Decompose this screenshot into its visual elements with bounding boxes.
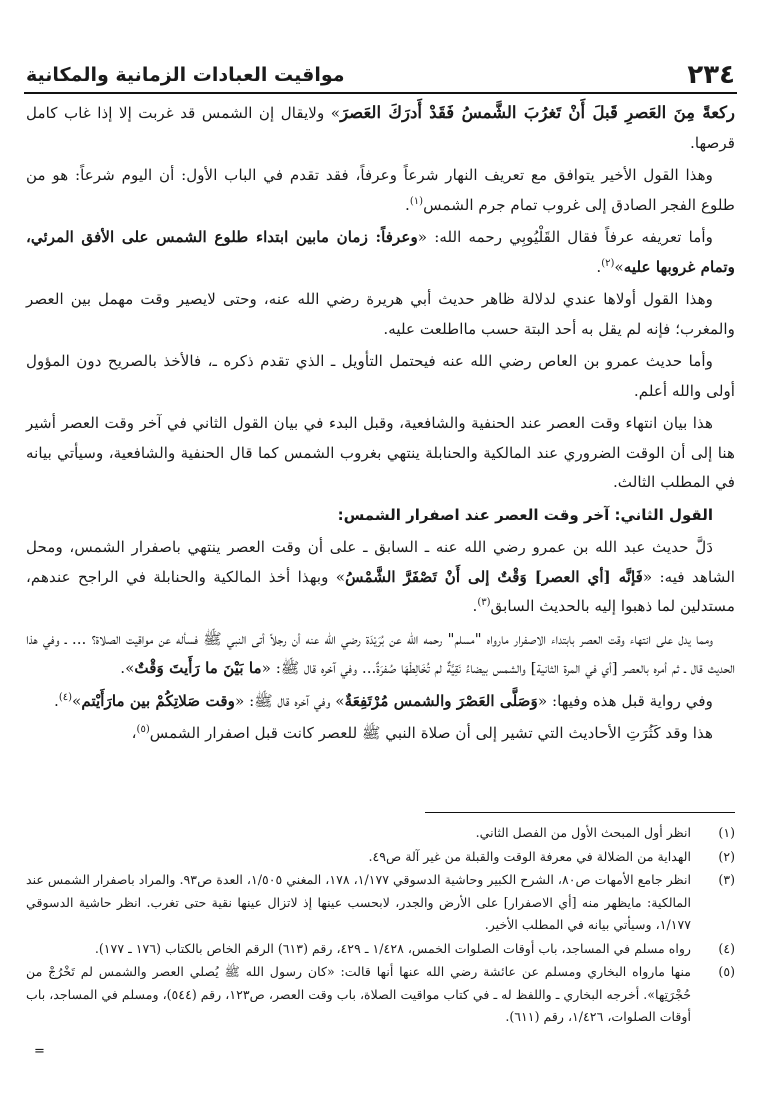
page-number: ٢٣٤ — [687, 60, 735, 90]
footnote-number: (١) — [718, 825, 735, 840]
paragraph-text: » وفي آخره قال ﷺ: « — [235, 691, 345, 710]
quote-close: ». — [120, 659, 135, 677]
paragraph-7: دَلَّ حديث عبد الله بن عمرو رضي الله عنه ـ السابق ـ على أن وقت العصر ينتهي باصفرار الشمس، ومحل الشاهد فيه: «فَإنَّه [أي العصر] وَقْتٌ إلى أَنْ تَصْفَرَّ الشَّمْسُ» وبهذا أخذ المالكية والحنابلة في الراجح عندهم، مستدلين لما ذهبوا إليه بالحديث السابق$^{(٣)}$. — [26, 538, 736, 615]
footnote-text: انظر أول المبحث الأول من الفصل الثاني. — [475, 825, 691, 840]
paragraph-3: وأما تعريفه عرفاً فقال القَلْيُوبِي رحمه الله: «وعرفاً: زمان مابين ابتداء طلوع الشمس على الأفق المرئي، وتمام غروبها عليه»$^{(٢)}$. — [26, 228, 735, 276]
footnote-item — [26, 846, 735, 869]
footnote-text: انظر جامع الأمهات ص٨٠، الشرح الكبير وحاشية الدسوقي ١/١٧٧، ١٧٨، المغني ١/٥٠٥، العدة ص٩٣. والمراد باصفرار الشمس عند المالكية: مايظهر منه [أي الاصفرار] على الأرض والجدر، لابحسب عينها إذ لاتزال عينها نقية حتى تغرب. انظر حاشية الدسوقي ١/١٧٧، وسيأتي بيانه في المطلب الأخير. — [25, 872, 691, 932]
footnote-ref[interactable]: (٤) — [58, 691, 73, 703]
paragraph-9: وفي رواية قبل هذه وفيها: «وَصَلَّى العَصْرَ والشمس مُرْتَفِعَةٌ» وفي آخره قال ﷺ: «وقت صَلاتِكُمْ بين مارَأَيْتم»$^{(٤)}$. — [54, 691, 713, 710]
footnote-text: الهداية من الضلالة في معرفة الوقت والقبلة من غير آلة ص٤٩. — [368, 848, 691, 864]
footnote-item — [26, 961, 735, 1029]
footnote-text: منها مارواه البخاري ومسلم عن عائشة رضي الله عنها أنها قالت: «كان رسول الله ﷺ يُصلي العصر والشمس لم تَخْرُجْ من حُجْرَتِها». أخرجه البخاري ـ واللفظ له ـ في كتاب مواقيت الصلاة، باب وقت العصر، ص١٢٣، رقم (٥٤٤)، ومسلم في المساجد، باب أوقات الصلوات، ١/٤٢٦، رقم (٦١١). — [26, 964, 691, 1024]
footnote-item — [26, 938, 735, 961]
paragraph-text: ، — [131, 724, 137, 742]
footnote-number: (٤) — [718, 940, 735, 956]
running-title: مواقيت العبادات الزمانية والمكانية — [26, 64, 345, 86]
paragraph-text: » ولايقال إن الشمس قد غربت إلا إذا غاب كامل قرصها. — [26, 104, 735, 152]
paragraph-2: وهذا القول الأخير يتوافق مع تعريف النهار شرعاً وعرفاً، فقد تقدم في الباب الأول: أن اليوم شرعاً: هو من طلوع الفجر الصادق إلى غروب تمام جرم الشمس$^{(١)}$. — [26, 166, 735, 214]
body-text — [26, 98, 735, 752]
paragraph-text: وفي رواية قبل هذه وفيها: « — [537, 691, 713, 710]
footnote-ref[interactable]: (٥) — [136, 723, 150, 735]
hadith-quote: وقت صَلاتِكُمْ بين مارَأَيْتم — [81, 691, 235, 710]
quote-close: » — [72, 691, 82, 710]
paragraph-8 — [26, 625, 735, 684]
paragraph-text: ومما يدل على انتهاء وقت العصر بابتداء الاصفرار مارواه "مسلم" رحمه الله عن بُرَيْدَة رضي الله عنه أن رجلاً أتى النبي ﷺ فسأله عن مواقيت الصلاة؟ ... ـ وفي هذا الحديث قال ـ ثم أمره بالعصر [أي في المرة الثانية] والشمس بيضاءُ نَقِيَّةٌ لم تُخَالِطْهَا صُفرَةٌ... وفي آخره قال ﷺ: « — [26, 629, 735, 677]
quote-close: » — [614, 257, 624, 276]
paragraph-text: وأما تعريفه عرفاً فقال القَلْيُوبِي رحمه الله: « — [417, 228, 713, 246]
header-rule — [24, 92, 737, 94]
paragraph-5 — [26, 347, 735, 406]
edge-mark: = — [34, 1044, 45, 1059]
section-heading — [26, 501, 735, 531]
footnote-item — [26, 822, 735, 845]
footnote-separator — [425, 812, 735, 813]
paragraph-1 — [26, 98, 735, 158]
footnote-item — [26, 869, 735, 937]
footnote-ref[interactable]: (٢) — [601, 257, 615, 269]
footnote-number: (٣) — [718, 872, 735, 887]
footnote-text: رواه مسلم في المساجد، باب أوقات الصلوات الخمس، ١/٤٢٨ ـ ٤٢٩، رقم (٦١٣) الرقم الخاص بالكتاب (١٧٦ ـ ١٧٧). — [94, 940, 691, 956]
footnote-number: (٥) — [718, 964, 735, 979]
hadith-quote: فَإنَّه [أي العصر] وَقْتٌ إلى أَنْ تَصْفَرَّ الشَّمْسُ — [345, 567, 643, 586]
page-header — [26, 50, 735, 94]
paragraph-10 — [26, 719, 735, 749]
hadith-quote: ركعةً مِنَ العَصرِ قَبلَ أَنْ تَغرُبَ الشَّمسُ فَقَدْ أَدرَكَ العَصرَ — [340, 103, 735, 122]
hadith-quote: وَصَلَّى العَصْرَ والشمس مُرْتَفِعَةٌ — [344, 691, 538, 710]
paragraph-text: وهذا القول الأخير يتوافق مع تعريف النهار شرعاً وعرفاً، فقد تقدم في الباب الأول: أن اليوم شرعاً: هو من طلوع الفجر الصادق إلى غروب تمام جرم الشمس — [26, 166, 735, 214]
paragraph-text: وأما حديث عمرو بن العاص رضي الله عنه فيحتمل التأويل ـ الذي تقدم ذكره ـ، فالأخذ بالصريح دون المؤول أولى والله أعلم. — [26, 352, 735, 400]
paragraph-text: وهذا القول أولاها عندي لدلالة ظاهر حديث أبي هريرة رضي الله عنه، وحتى لايصير وقت مهمل بين العصر والمغرب؛ فإنه لم يقل به أحد البتة حسب مااطلعت عليه. — [26, 290, 735, 338]
paragraph-4 — [26, 285, 735, 344]
section-heading-text: القول الثاني: آخر وقت العصر عند اصفرار الشمس: — [337, 505, 713, 524]
footnote-number: (٢) — [718, 848, 735, 864]
hadith-quote: ما بَيْنَ ما رَأَيتَ وَقْتٌ — [134, 659, 262, 677]
paragraph-text: دَلَّ حديث عبد الله بن عمرو رضي الله عنه ـ السابق ـ على أن وقت العصر ينتهي باصفرار الشمس، ومحل الشاهد فيه: « — [26, 538, 736, 586]
quoted-definition: وعرفاً: زمان مابين ابتداء طلوع الشمس على الأفق المرئي، وتمام غروبها عليه — [26, 228, 735, 276]
footnote-ref[interactable]: (١) — [409, 195, 424, 207]
paragraph-text: هذا وقد كَثُرَتِ الأحاديث التي تشير إلى أن صلاة النبي ﷺ للعصر كانت قبل اصفرار الشمس — [149, 724, 713, 742]
paragraph-text: » وبهذا أخذ المالكية والحنابلة في الراجح عندهم، مستدلين لما ذهبوا إليه بالحديث السابق — [26, 567, 735, 615]
footnote-ref[interactable]: (٣) — [477, 596, 491, 608]
paragraph-text: هذا بيان انتهاء وقت العصر عند الحنفية والشافعية، وقبل البدء في بيان القول الثاني في آخر وقت العصر أشير هنا إلى أن الوقت الضروري عند المالكية والحنابلة ينتهي بغروب الشمس كما قال الحنفية والشافعية، وسيأتي بيانه في المطلب الثالث. — [26, 414, 735, 491]
paragraph-6 — [26, 409, 735, 498]
footnotes — [26, 822, 735, 1030]
